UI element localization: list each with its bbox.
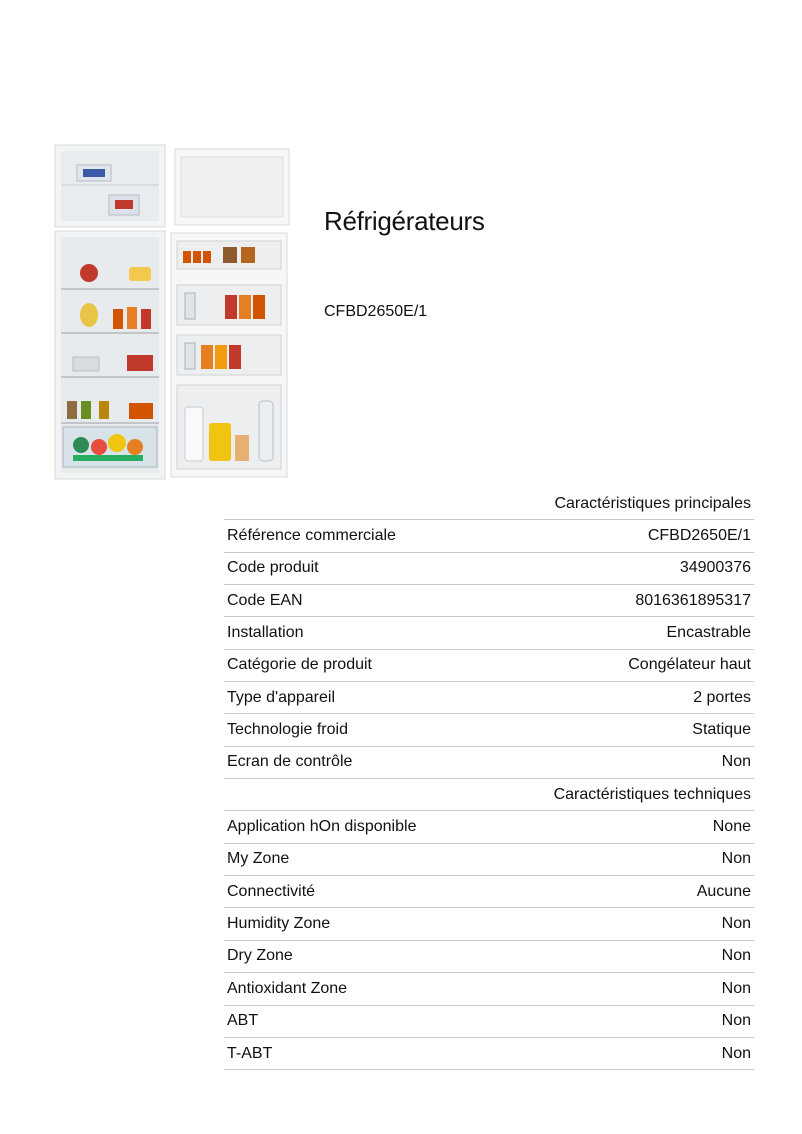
- specs-table: [224, 488, 754, 1070]
- spec-label: Code EAN: [227, 591, 303, 609]
- table-row: [224, 617, 754, 649]
- product-image: [53, 141, 290, 483]
- spec-label: Technologie froid: [227, 721, 348, 739]
- spec-value: 34900376: [679, 559, 751, 577]
- spec-value: 8016361895317: [635, 591, 751, 609]
- spec-value: Non: [721, 979, 751, 997]
- spec-value: Non: [721, 1012, 751, 1030]
- spec-value: Non: [721, 850, 751, 868]
- table-row: [224, 585, 754, 617]
- spec-label: My Zone: [227, 850, 290, 868]
- section-title: Caractéristiques principales: [554, 494, 751, 512]
- section-header: [224, 488, 754, 520]
- spec-value: Non: [721, 947, 751, 965]
- fridge-illustration: [55, 145, 289, 479]
- table-row: [224, 973, 754, 1005]
- spec-value: Statique: [692, 721, 751, 739]
- spec-label: Code produit: [227, 559, 319, 577]
- table-row: [224, 650, 754, 682]
- spec-label: Référence commerciale: [227, 527, 396, 545]
- spec-value: Non: [721, 753, 751, 771]
- spec-label: Installation: [227, 624, 304, 642]
- table-row: [224, 844, 754, 876]
- spec-value: 2 portes: [693, 688, 751, 706]
- spec-label: Application hOn disponible: [227, 818, 417, 836]
- spec-label: Catégorie de produit: [227, 656, 372, 674]
- spec-label: Humidity Zone: [227, 915, 331, 933]
- section-header: [224, 779, 754, 811]
- section-title: Caractéristiques techniques: [553, 785, 751, 803]
- spec-label: Dry Zone: [227, 947, 293, 965]
- spec-label: Connectivité: [227, 882, 316, 900]
- table-row: [224, 747, 754, 779]
- spec-value: Non: [721, 1044, 751, 1062]
- spec-value: Encastrable: [666, 624, 751, 642]
- spec-value: Aucune: [696, 882, 751, 900]
- spec-value: CFBD2650E/1: [647, 527, 751, 545]
- spec-label: Antioxidant Zone: [227, 979, 348, 997]
- table-row: [224, 714, 754, 746]
- page-title: Réfrigérateurs: [324, 206, 485, 236]
- spec-label: Type d'appareil: [227, 688, 336, 706]
- spec-value: None: [712, 818, 751, 836]
- table-row: [224, 520, 754, 552]
- spec-label: Ecran de contrôle: [227, 753, 353, 771]
- table-row: [224, 908, 754, 940]
- table-row: [224, 1006, 754, 1038]
- table-row: [224, 941, 754, 973]
- table-row: [224, 811, 754, 843]
- spec-label: T-ABT: [227, 1044, 273, 1062]
- spec-value: Non: [721, 915, 751, 933]
- spec-label: ABT: [227, 1012, 259, 1030]
- product-reference: CFBD2650E/1: [324, 303, 428, 320]
- table-row: [224, 876, 754, 908]
- spec-value: Congélateur haut: [628, 656, 751, 674]
- table-row: [224, 682, 754, 714]
- table-row: [224, 553, 754, 585]
- table-row: [224, 1038, 754, 1070]
